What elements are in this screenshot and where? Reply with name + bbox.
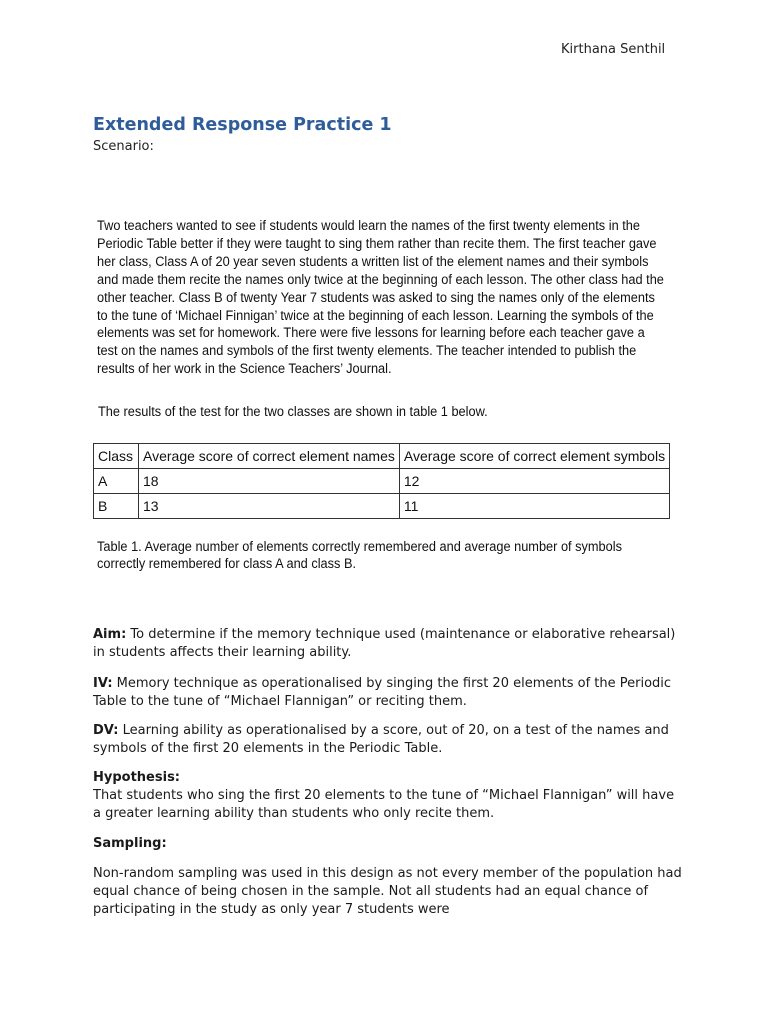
page-title: Extended Response Practice 1	[93, 115, 392, 135]
iv-text: Memory technique as operationalised by singing the first 20 elements of the Periodic Table to the tune of “Michael Flannigan” or reciting them.	[93, 676, 672, 709]
author-name: Kirthana Senthil	[561, 42, 666, 57]
aim-label: Aim:	[93, 627, 127, 642]
table-cell: 13	[139, 494, 400, 519]
dv-label: DV:	[93, 723, 119, 738]
scan-line: and made them recite the names only twice at the beginning of each lesson. The other class had the	[97, 271, 664, 288]
scan-line: to the tune of ‘Michael Finnigan’ twice at the beginning of each lesson. Learning the symbols of the	[97, 307, 654, 324]
hypothesis-label: Hypothesis:	[93, 770, 181, 785]
table-row	[94, 469, 670, 494]
table-cell: B	[94, 494, 139, 519]
table-intro: The results of the test for the two classes are shown in table 1 below.	[98, 404, 488, 420]
iv-paragraph	[93, 675, 683, 711]
table-row	[94, 494, 670, 519]
scan-line: results of her work in the Science Teachers’ Journal.	[97, 361, 392, 378]
scan-line: other teacher. Class B of twenty Year 7 students was asked to sing the names only of the elements	[97, 289, 655, 306]
table-cell: 12	[399, 469, 669, 494]
caption-line: correctly remembered for class A and class B.	[97, 556, 357, 572]
scanned-scenario-text	[97, 218, 664, 379]
hypothesis-heading	[93, 769, 683, 787]
scan-line: her class, Class A of 20 year seven students a written list of the element names and their symbols	[97, 253, 649, 270]
sampling-text: Non-random sampling was used in this design as not every member of the population had equal chance of being chosen in the sample. Not all students had an equal chance of participating in the study as only year 7 students were	[93, 866, 682, 917]
table-caption	[97, 539, 622, 573]
dv-paragraph	[93, 722, 683, 758]
results-table	[93, 443, 670, 519]
iv-label: IV:	[93, 676, 113, 691]
dv-text: Learning ability as operationalised by a score, out of 20, on a test of the names and symbols of the first 20 elements in the Periodic Table.	[93, 723, 669, 756]
table-cell: 11	[399, 494, 669, 519]
table-header-cell: Average score of correct element symbols	[399, 444, 669, 469]
aim-text: To determine if the memory technique used (maintenance or elaborative rehearsal) in students affects their learning ability.	[93, 627, 676, 660]
scan-line: Periodic Table better if they were taught to sing them rather than recite them. The first teacher gave	[97, 235, 657, 252]
table-header-row	[94, 444, 670, 469]
sampling-heading	[93, 835, 683, 853]
table-header-cell: Average score of correct element names	[139, 444, 400, 469]
scenario-label: Scenario:	[93, 139, 154, 154]
scan-line: elements was set for homework. There were five lessons for learning before each teacher gave a	[97, 325, 645, 342]
caption-line: Table 1. Average number of elements correctly remembered and average number of symbols	[97, 539, 622, 555]
scan-line: test on the names and symbols of the first twenty elements. The teacher intended to publish the	[97, 343, 637, 360]
table-cell: 18	[139, 469, 400, 494]
sampling-label: Sampling:	[93, 836, 167, 851]
table-header-cell: Class	[94, 444, 139, 469]
scan-line: Two teachers wanted to see if students would learn the names of the first twenty elements in the	[97, 218, 640, 234]
table-cell: A	[94, 469, 139, 494]
hypothesis-text: That students who sing the first 20 elements to the tune of “Michael Flannigan” will have a greater learning ability than students who only recite them.	[93, 788, 675, 821]
aim-paragraph	[93, 626, 683, 662]
